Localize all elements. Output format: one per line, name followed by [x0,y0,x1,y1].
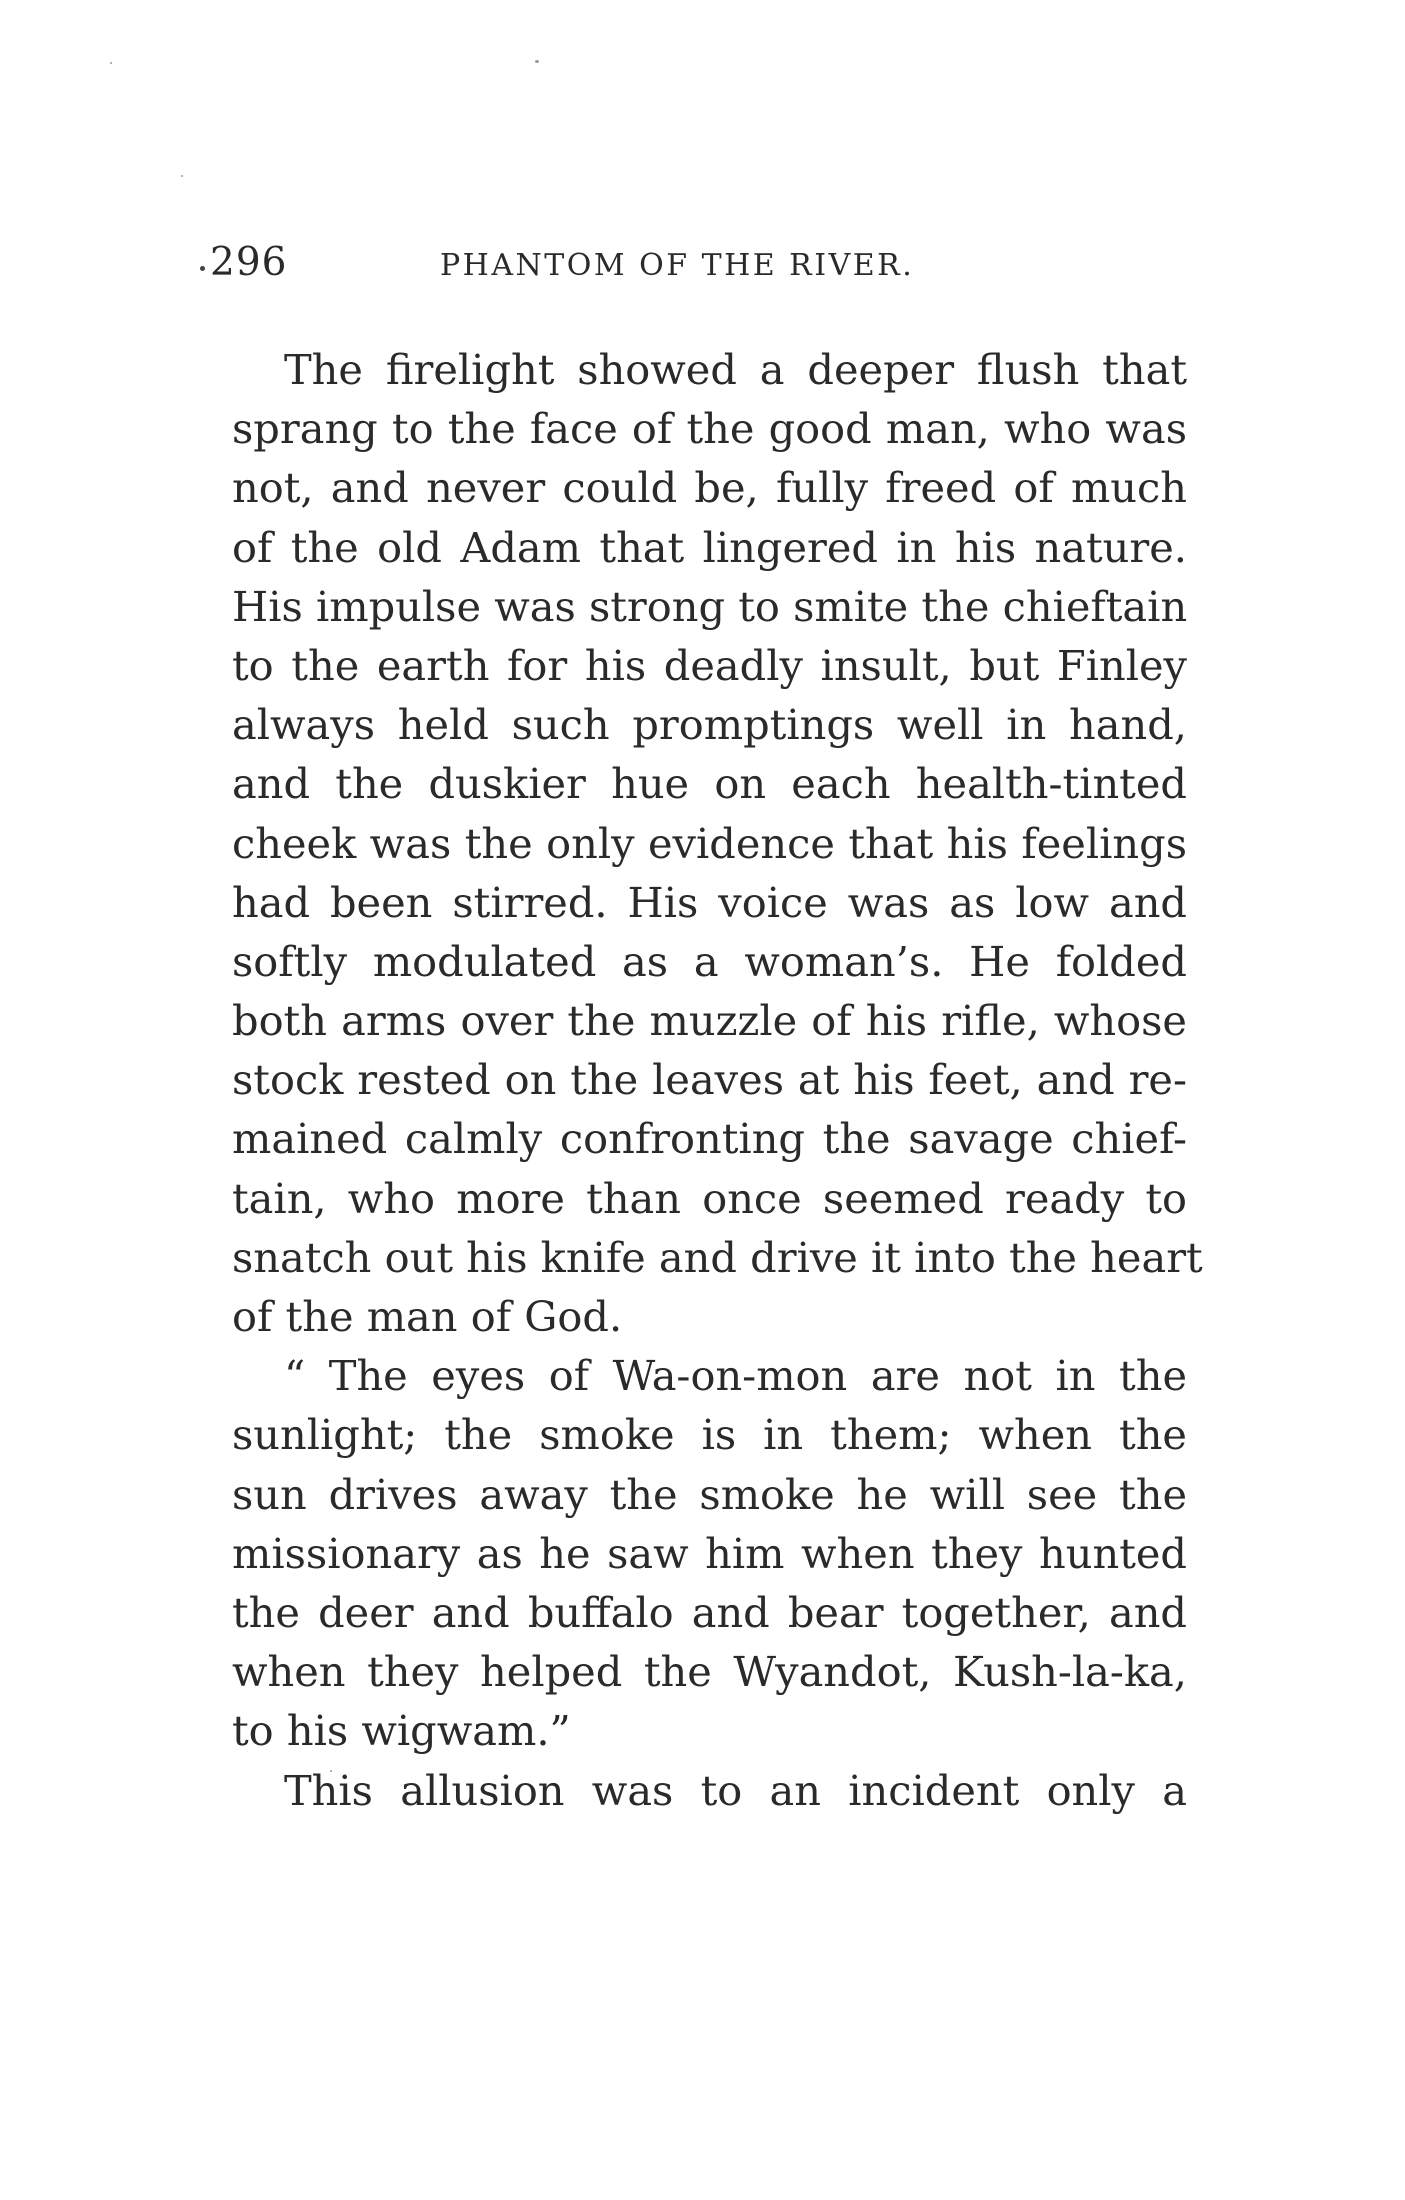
paper-speck [535,60,539,63]
text-line: not, and never could be, fully freed of much [232,463,1187,513]
text-line: tain, who more than once seemed ready to [232,1173,1187,1223]
text-line: had been stirred. His voice was as low and [232,877,1187,927]
text-line: snatch out his knife and drive it into the heart [232,1232,1203,1282]
running-title: PHANTOM OF THE RIVER. [440,248,915,283]
text-line: The firelight showed a deeper flush that [284,345,1187,394]
paragraph [232,340,1203,1346]
text-line: His impulse was strong to smite the chieftain [232,581,1188,631]
text-line: mained calmly confronting the savage chief- [232,1114,1187,1164]
text-line: both arms over the muzzle of his rifle, whose [232,996,1187,1046]
paragraph [232,1346,1187,1760]
page-number-dot [200,266,205,271]
body-text [232,340,1203,1820]
text-line: of the old Adam that lingered in his nature. [232,522,1187,572]
text-line: stock rested on the leaves at his feet, and re- [232,1055,1187,1105]
paper-speck [181,175,183,177]
page-header [210,240,1200,300]
page-number: 296 [210,240,288,285]
text-line: to the earth for his deadly insult, but Finley [232,640,1187,690]
text-line: when they helped the Wyandot, Kush-la-ka, [232,1647,1187,1697]
text-line: softly modulated as a woman’s. He folded [232,936,1187,986]
paragraph [232,1761,1187,1820]
text-line: missionary as he saw him when they hunted [232,1528,1187,1578]
text-line: “ The eyes of Wa-on-mon are not in the [284,1351,1187,1401]
text-line: and the duskier hue on each health-tinted [232,759,1187,809]
text-line: sprang to the face of the good man, who was [232,404,1187,454]
text-line: sunlight; the smoke is in them; when the [232,1410,1187,1460]
text-line: sun drives away the smoke he will see the [232,1469,1187,1519]
text-line: the deer and buffalo and bear together, and [232,1587,1187,1637]
text-line: always held such promptings well in hand, [232,700,1187,750]
text-line: This allusion was to an incident only a [284,1765,1187,1815]
text-line: of the man of God. [232,1292,623,1341]
text-line: to his wigwam.” [232,1706,571,1756]
paper-speck [110,62,112,64]
text-line: cheek was the only evidence that his feelings [232,818,1187,868]
